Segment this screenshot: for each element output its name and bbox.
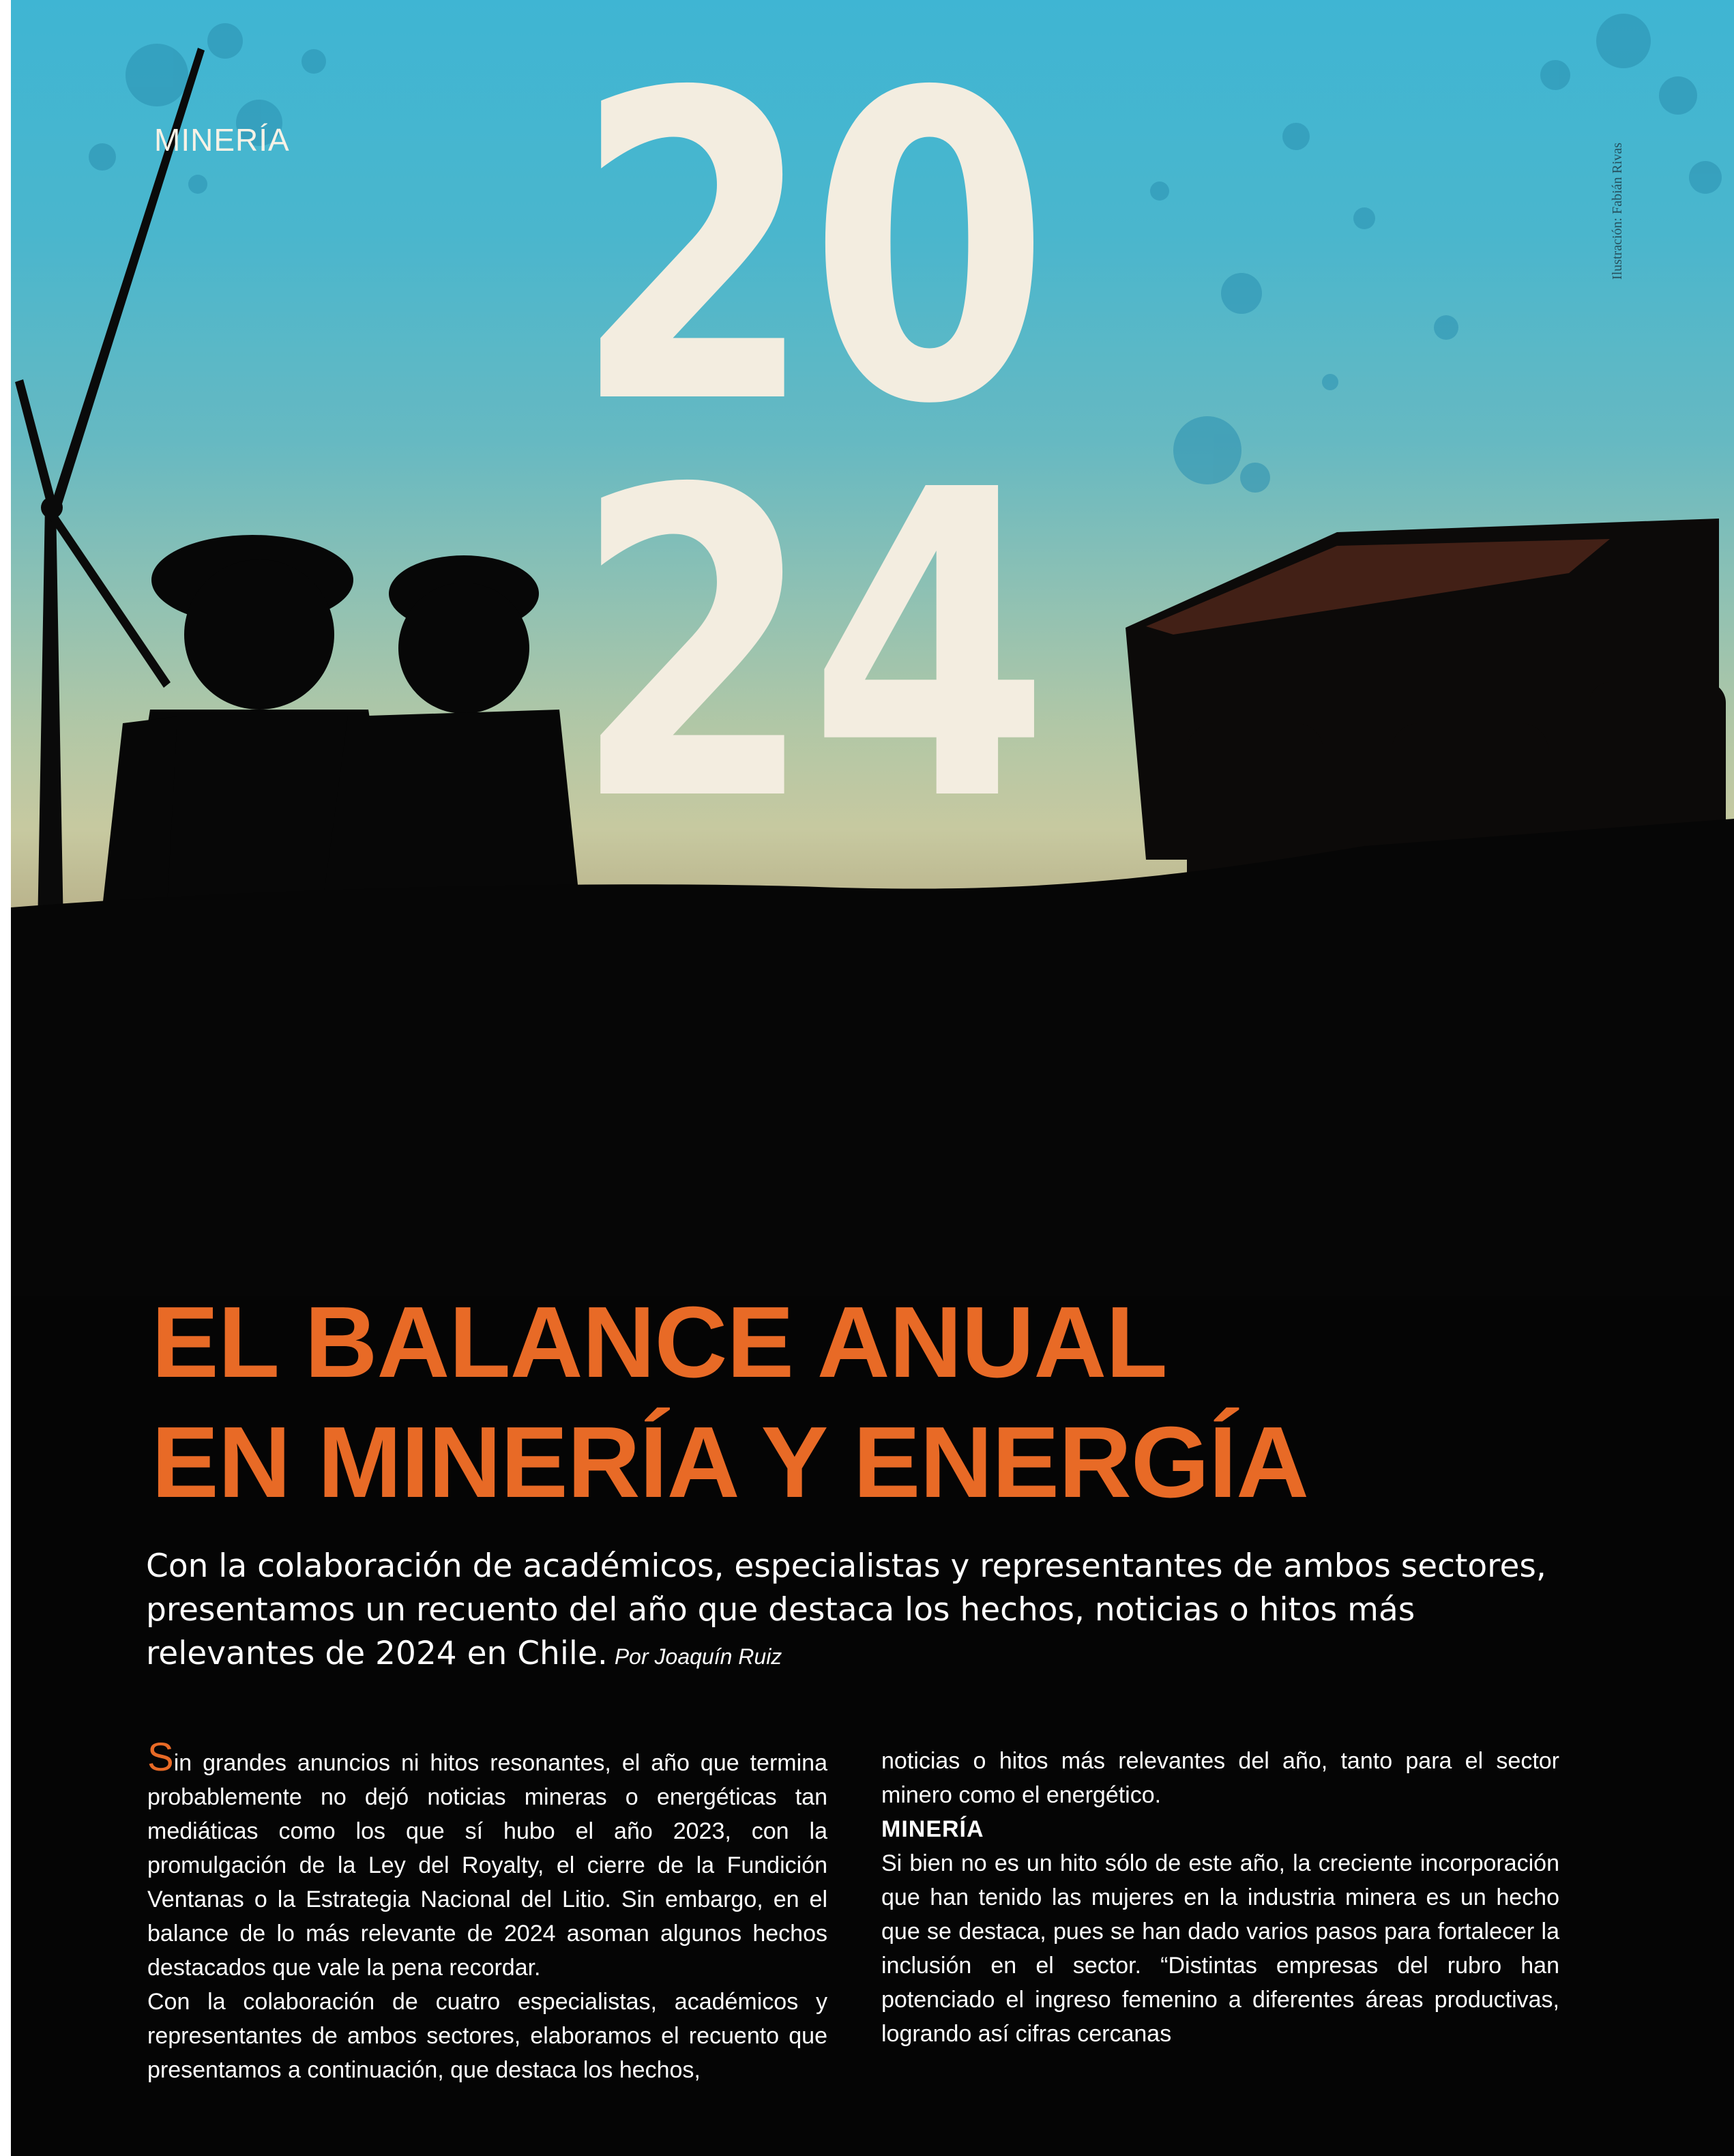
headline-line-1: EL BALANCE ANUAL [151, 1286, 1167, 1399]
lede [146, 1545, 1592, 1678]
lede-text: Con la colaboración de académicos, especialistas y representantes de ambos sectores, presentamos un recuento del año que destaca los hechos, noticias o hitos más relevantes de 2024 en Chile. [146, 1547, 1546, 1672]
body-column-right [881, 1744, 1559, 2051]
headline-line-2: EN MINERÍA Y ENERGÍA [151, 1406, 1309, 1519]
byline: Por Joaquín Ruiz [614, 1644, 782, 1669]
year-bottom-digits: 24 [573, 402, 1045, 894]
paragraph-1-text: in grandes anuncios ni hitos resonantes, el año que termina probablemente no dejó noticias mineras o energéticas tan mediáticas como los que sí hubo el año 2023, con la promulgación de la Ley del Royalty, el cierre de la Fundición Ventanas o la Estrategia Nacional del Litio. Sin embargo, en el balance de lo más relevante de 2024 asoman algunos hechos destacados que vale la pena recordar. [147, 1750, 827, 1981]
page-margin [0, 0, 11, 2156]
body-column-left [147, 1735, 827, 2087]
section-label: MINERÍA [154, 122, 290, 158]
year-top-digits: 20 [573, 5, 1045, 497]
section-subhead: MINERÍA [881, 1816, 984, 1842]
body-paragraph-3: Si bien no es un hito sólo de este año, la creciente incorporación que han tenido las mujeres en la industria minera es un hecho que se destaca, pues se han dado varios pasos para fortalecer la inclusión en el sector. “Distintas empresas del rubro han potenciado el ingreso femenino a diferentes áreas productivas, logrando así cifras cercanas [881, 1850, 1559, 2047]
headline [151, 1283, 1584, 1523]
body-paragraph-1 [147, 1735, 827, 1985]
illustration-credit: Ilustración: Fabián Rivas [1610, 142, 1625, 280]
body-paragraph-2-continued: noticias o hitos más relevantes del año, tanto para el sector minero como el energético. [881, 1748, 1559, 1808]
drop-cap: S [147, 1735, 174, 1779]
body-paragraph-2: Con la colaboración de cuatro especialistas, académicos y representantes de ambos sectores, elaboramos el recuento que presentamos a continuación, que destaca los hechos, [147, 1989, 827, 2083]
